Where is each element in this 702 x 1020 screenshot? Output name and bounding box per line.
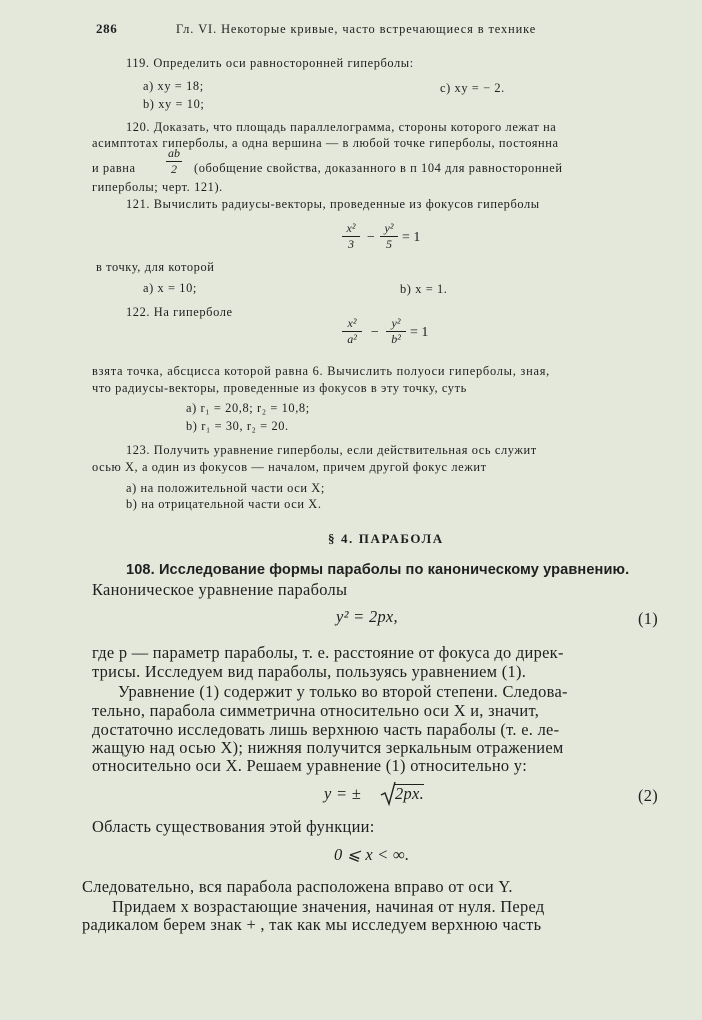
article-line6: достаточно исследовать лишь верхнюю часть параболы (т. е. ле- [92,720,560,739]
equation-122-rhs: = 1 [410,325,429,340]
problem-120-line1: 120. Доказать, что площадь параллелограмма, стороны которого лежат на [126,120,557,134]
running-title: Гл. VI. Некоторые кривые, часто встречающиеся в технике [176,22,537,36]
problem-121-b: b) x = 1. [400,282,448,296]
article-line10: Следовательно, вся парабола расположена вправо от оси Y. [82,877,513,896]
problem-122-b: b) r₁ = 30, r₂ = 20. [186,419,289,433]
fraction-denominator: 2 [171,162,177,176]
eq-numerator: y² [391,316,401,330]
equation-122-minus: − [370,325,380,340]
problem-122-a: a) r₁ = 20,8; r₂ = 10,8; [186,401,310,415]
article-line9: Область существования этой функции: [92,817,375,836]
fraction-ab-over-2 [166,147,182,176]
problem-121-a: а) x = 10; [143,281,197,295]
article-line5: тельно, парабола симметрична относительно оси X и, значит, [92,701,540,720]
article-line8: относительно оси X. Решаем уравнение (1) относительно y: [92,756,528,775]
article-line2: где p — параметр параболы, т. е. расстояние от фокуса до дирек- [92,643,564,662]
page-number: 286 [96,21,118,36]
problem-121-line1: 121. Вычислить радиусы-векторы, проведенные из фокусов гиперболы [126,197,540,211]
equation-2-radicand: 2px. [395,784,424,803]
article-line4: Уравнение (1) содержит y только во второй степени. Следова- [118,682,568,701]
problem-119: 119. Определить оси равносторонней гиперболы: [126,56,414,70]
problem-120-line3-pre: и равна [92,161,136,175]
problem-120-line3-post: (обобщение свойства, доказанного в п 104 для равносторонней [194,161,563,175]
equation-1: y² = 2px, [336,607,398,626]
problem-119-a: а) xy = 18; [143,79,204,93]
eq-numerator: x² [347,316,357,330]
problem-122-line2: взята точка, абсцисса которой равна 6. Вычислить полуоси гиперболы, зная, [92,364,551,378]
equation-121-minus: − [366,230,376,245]
problem-123-line1: 123. Получить уравнение гиперболы, если действительная ось служит [126,443,537,457]
eq-denominator: a² [347,332,357,346]
eq-numerator: x² [346,221,356,235]
problem-123-b: b) на отрицательной части оси X. [126,497,322,511]
equation-3: 0 ⩽ x < ∞. [334,845,410,864]
eq-numerator: y² [384,221,394,235]
equation-2-number: (2) [638,786,659,805]
equation-122-frac1 [342,317,362,346]
problem-123-line2: осью X, а один из фокусов — началом, причем другой фокус лежит [92,460,487,474]
problem-121-line2: в точку, для которой [96,260,215,274]
problem-119-b: b) xy = 10; [143,97,205,111]
eq-denominator: 3 [348,237,354,251]
equation-121-frac2 [380,222,398,251]
article-heading: 108. Исследование формы параболы по каноническому уравнению. [126,562,630,578]
fraction-numerator: ab [168,146,180,160]
eq-denominator: 5 [386,237,392,251]
equation-121-rhs: = 1 [402,230,421,245]
section-title: § 4. ПАРАБОЛА [328,531,444,546]
article-line12: радикалом берем знак + , так как мы исследуем верхнюю часть [82,915,542,934]
article-line1: Каноническое уравнение параболы [92,580,348,599]
equation-1-number: (1) [638,609,659,628]
equation-122-frac2 [386,317,406,346]
article-line11: Придаем x возрастающие значения, начиная от нуля. Перед [112,897,545,916]
problem-119-c: с) xy = − 2. [440,81,505,95]
equation-121-frac1 [342,222,360,251]
problem-122-line3: что радиусы-векторы, проведенные из фокусов в эту точку, суть [92,381,467,395]
eq-denominator: b² [391,332,401,346]
problem-123-a: а) на положительной части оси X; [126,481,325,495]
article-line3: трисы. Исследуем вид параболы, пользуясь уравнением (1). [92,662,527,681]
problem-122-line1: 122. На гиперболе [126,305,233,319]
problem-120-line2: асимптотах гиперболы, а одна вершина — в любой точке гиперболы, постоянна [92,136,559,150]
problem-120-line4: гиперболы; черт. 121). [92,180,223,194]
radical-sign-icon [380,780,396,806]
equation-2-lhs: y = ± [324,784,362,803]
article-line7: жащую над осью X); нижняя получится зеркальным отражением [92,738,564,757]
